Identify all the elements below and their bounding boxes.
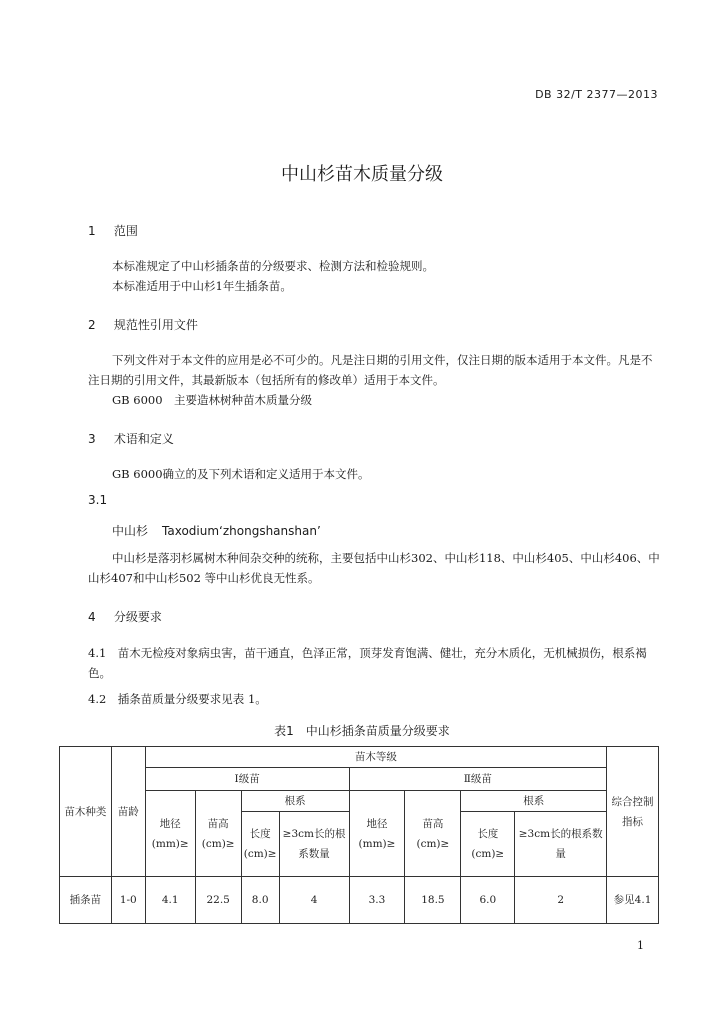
header-g1-root-length: 长度(cm)≥ [241, 812, 279, 877]
subsection-3-1-number: 3.1 [88, 493, 108, 507]
section-number: 4 [88, 610, 96, 624]
header-g1-root-system: 根系 [241, 791, 349, 812]
grading-table [59, 746, 659, 924]
cell-g2-height: 18.5 [405, 877, 461, 924]
cell-g2-root-length: 6.0 [461, 877, 515, 924]
section-title: 范围 [113, 224, 138, 238]
term-entry [112, 522, 321, 539]
cell-g1-root-length: 8.0 [241, 877, 279, 924]
section-2-para-1: 下列文件对于本文件的应用是必不可少的。凡是注日期的引用文件，仅注日期的版本适用于本文件。凡是不注日期的引用文件，其最新版本（包括所有的修改单）适用于本文件。 [88, 353, 653, 387]
table-row [60, 877, 659, 924]
cell-g2-root-count: 2 [515, 877, 607, 924]
section-1-para-1: 本标准规定了中山杉插条苗的分级要求、检测方法和检验规则。 [112, 259, 434, 273]
term-chinese: 中山杉 [112, 524, 149, 538]
header-g2-ground-diameter: 地径(mm)≥ [349, 791, 405, 877]
section-3-heading [88, 430, 174, 447]
header-grade-group: 苗木等级 [145, 747, 606, 768]
section-number: 2 [88, 318, 96, 332]
header-g2-height: 苗高(cm)≥ [405, 791, 461, 877]
header-g2-root-system: 根系 [461, 791, 607, 812]
header-g1-height: 苗高(cm)≥ [195, 791, 241, 877]
clause-4-1: 4.1 苗木无检疫对象病虫害，苗干通直，色泽正常，顶芽发育饱满、健壮，充分木质化，无机械损伤，根系褐色。 [88, 646, 647, 680]
section-3-para-1: GB 6000确立的及下列术语和定义适用于本文件。 [112, 467, 370, 481]
cell-g2-diameter: 3.3 [349, 877, 405, 924]
section-number: 3 [88, 432, 96, 446]
header-g1-ground-diameter: 地径(mm)≥ [145, 791, 195, 877]
section-1-heading [88, 222, 138, 239]
standard-code: DB 32/T 2377—2013 [535, 88, 658, 101]
section-2-heading [88, 316, 198, 333]
header-species: 苗木种类 [60, 747, 112, 877]
section-4-heading [88, 608, 162, 625]
section-1-para-2: 本标准适用于中山杉1年生插条苗。 [112, 279, 292, 293]
table-caption: 表1 中山杉插条苗质量分级要求 [274, 724, 450, 738]
header-grade-1: Ⅰ级苗 [145, 768, 349, 791]
cell-g1-root-count: 4 [279, 877, 349, 924]
header-grade-2: Ⅱ级苗 [349, 768, 607, 791]
section-title: 分级要求 [113, 610, 162, 624]
cell-age: 1-0 [111, 877, 145, 924]
page-number: 1 [637, 939, 644, 952]
clause-4-2: 4.2 插条苗质量分级要求见表 1。 [88, 692, 267, 706]
section-2-para-2: GB 6000 主要造林树种苗木质量分级 [112, 393, 313, 407]
section-title: 术语和定义 [113, 432, 174, 446]
cell-species: 插条苗 [60, 877, 112, 924]
cell-g1-height: 22.5 [195, 877, 241, 924]
cell-comprehensive: 参见4.1 [607, 877, 659, 924]
document-title: 中山杉苗木质量分级 [281, 164, 443, 185]
header-g2-root-length: 长度(cm)≥ [461, 812, 515, 877]
header-g1-root-count: ≥3cm长的根系数量 [279, 812, 349, 877]
header-g2-root-count: ≥3cm长的根系数量 [515, 812, 607, 877]
header-age: 苗龄 [111, 747, 145, 877]
term-definition: 中山杉是落羽杉属树木种间杂交种的统称，主要包括中山杉302、中山杉118、中山杉405、中山杉406、中山杉407和中山杉502 等中山杉优良无性系。 [88, 551, 660, 585]
section-title: 规范性引用文件 [113, 318, 198, 332]
term-english: Taxodium‘zhongshanshan’ [162, 524, 321, 538]
cell-g1-diameter: 4.1 [145, 877, 195, 924]
header-comprehensive: 综合控制指标 [607, 747, 659, 877]
section-number: 1 [88, 224, 96, 238]
